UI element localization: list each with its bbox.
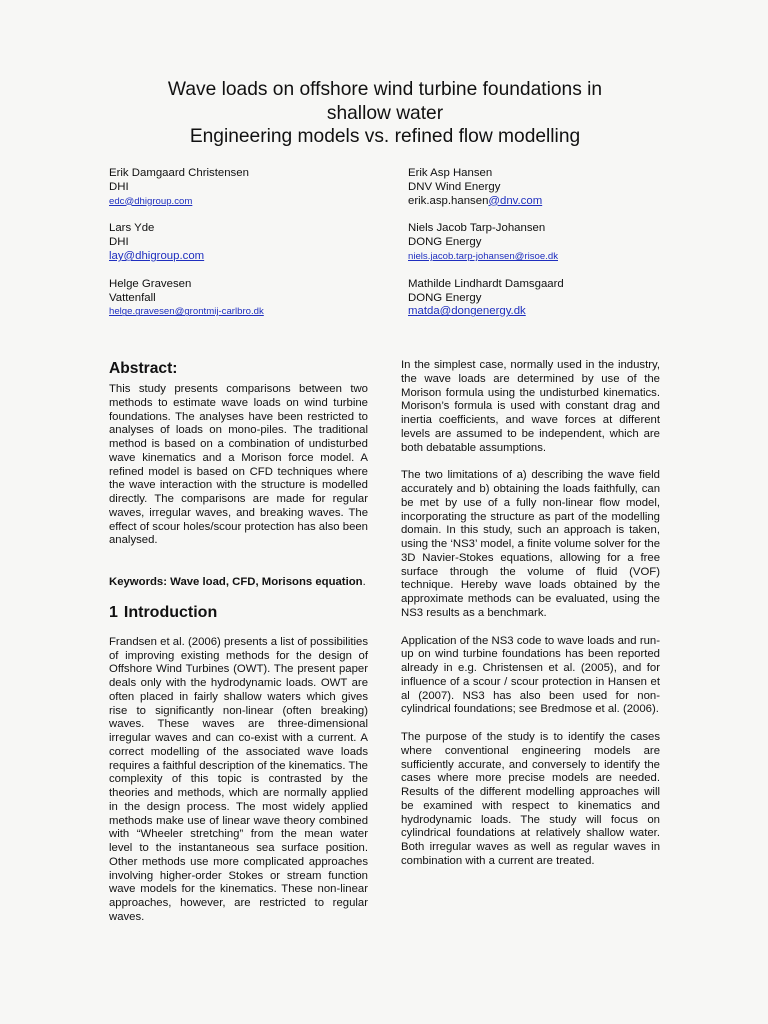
section-number: 1: [109, 603, 118, 621]
body-paragraph: The two limitations of a) describing the wave field accurately and b) obtaining the loads faithfully, can be met by use of a fully non-linear flow model, incorporating the structure as part of the modelling domain. In this study, such an approach is taken, using the ‘NS3’ model, a finite volume solver for the 3D Navier-Stokes equations, allowing for a free surface through the volume of fluid (VOF) technique. Hereby wave loads obtained by the approximate methods can be evaluated, using the NS3 results as a benchmark.: [401, 469, 660, 619]
body-paragraph: The purpose of the study is to identify the cases where conventional engineering models are sufficiently accurate, and conversely to identify the cases where more precise models are needed. Results of the different modelling approaches will be examined with respect to kinematics and hydrodynamic loads. The study will focus on cylindrical foundations at relatively shallow water. Both irregular waves as well as regular waves in combination with a current are treated.: [401, 731, 660, 867]
keywords-line: [109, 576, 368, 590]
left-text-column: [109, 360, 368, 939]
author-org: DONG Energy: [408, 236, 482, 249]
author-block: [408, 278, 564, 319]
author-name: Mathilde Lindhardt Damsgaard: [408, 277, 564, 290]
author-org: DHI: [109, 180, 129, 193]
author-block: [109, 167, 264, 208]
author-email-link[interactable]: edc@dhigroup.com: [109, 195, 193, 207]
keywords-label: Keywords:: [109, 576, 167, 588]
title-line-2: shallow water: [326, 102, 444, 124]
author-block: [408, 167, 564, 208]
author-name: Erik Asp Hansen: [408, 167, 493, 179]
author-email: [408, 195, 564, 209]
author-name: Helge Gravesen: [109, 277, 192, 290]
author-org: DONG Energy: [408, 291, 482, 304]
authors-left-column: [109, 167, 264, 333]
keywords-text: Wave load, CFD, Morisons equation: [170, 576, 363, 588]
section-title: Introduction: [123, 603, 218, 621]
author-org: Vattenfall: [109, 291, 156, 304]
author-org: DNV Wind Energy: [408, 180, 501, 193]
author-block: [408, 222, 564, 263]
title-line-1: Wave loads on offshore wind turbine foundations in: [167, 79, 603, 100]
authors-right-column: [408, 167, 564, 333]
section-heading-introduction: [109, 603, 368, 622]
abstract-heading: Abstract:: [109, 360, 178, 377]
author-email-link[interactable]: helge.gravesen@grontmij-carlbro.dk: [109, 306, 264, 318]
author-block: [109, 222, 264, 263]
author-email-link[interactable]: @dnv.com: [488, 194, 543, 207]
body-paragraph: In the simplest case, normally used in the industry, the wave loads are determined by use of the Morison formula using the undisturbed kinematics. Morison’s formula is used with constant drag and inertia coefficients, and wave forces at different levels are assumed to be independent, which are both debatable assumptions.: [401, 359, 660, 454]
abstract-text: This study presents comparisons between two methods to estimate wave loads on wind turbine foundations. The analyses have been restricted to analyses of loads on mono-piles. The traditional method is based on a combination of undisturbed wave kinematics and a Morison force model. A refined model is based on CFD techniques where the wave interaction with the structure is modelled directly. The comparisons are made for regular waves, irregular waves, and breaking waves. The effect of scour holes/scour protection has also been analysed.: [109, 383, 368, 547]
intro-paragraph: Frandsen et al. (2006) presents a list of possibilities of improving existing methods for the design of Offshore Wind Turbines (OWT). The present paper deals only with the hydrodynamic loads. OWT are often placed in fairly shallow waters which gives rise to significantly non-linear (often breaking) waves. These waves are three-dimensional irregular waves and can co-exist with a current. A correct modelling of the associated wave loads requires a faithful description of the kinematics. The complexity of this topic is contrasted by the theories and methods, which are normally applied in the design process. The most widely applied methods make use of linear wave theory combined with “Wheeler stretching” from the mean water level to the instantaneous sea surface position. Other methods use more complicated approaches involving higher-order Stokes or stream function wave models for the kinematics. These non-linear approaches, however, are restricted to regular waves.: [109, 635, 368, 923]
author-name: Lars Yde: [109, 222, 155, 235]
author-email-link[interactable]: matda@dongenergy.dk: [408, 305, 526, 318]
title-line-3: Engineering models vs. refined flow modelling: [189, 126, 581, 147]
right-text-column: [401, 359, 660, 883]
author-email-link[interactable]: lay@dhigroup.com: [109, 249, 205, 262]
keywords-end: .: [362, 576, 366, 588]
author-email-link[interactable]: niels.jacob.tarp-johansen@risoe.dk: [408, 250, 558, 262]
paper-title: [60, 78, 710, 149]
author-block: [109, 278, 264, 319]
author-name: Niels Jacob Tarp-Johansen: [408, 222, 546, 235]
author-org: DHI: [109, 236, 129, 249]
email-prefix: erik.asp.hansen: [408, 194, 489, 207]
author-name: Erik Damgaard Christensen: [109, 167, 249, 179]
body-paragraph: Application of the NS3 code to wave loads and run-up on wind turbine foundations has been reported already in e.g. Christensen et al. (2005), and for influence of a scour / scour protection in Hansen et al (2007). NS3 has also been used for non-cylindrical foundations; see Bredmose et al. (2006).: [401, 634, 660, 716]
